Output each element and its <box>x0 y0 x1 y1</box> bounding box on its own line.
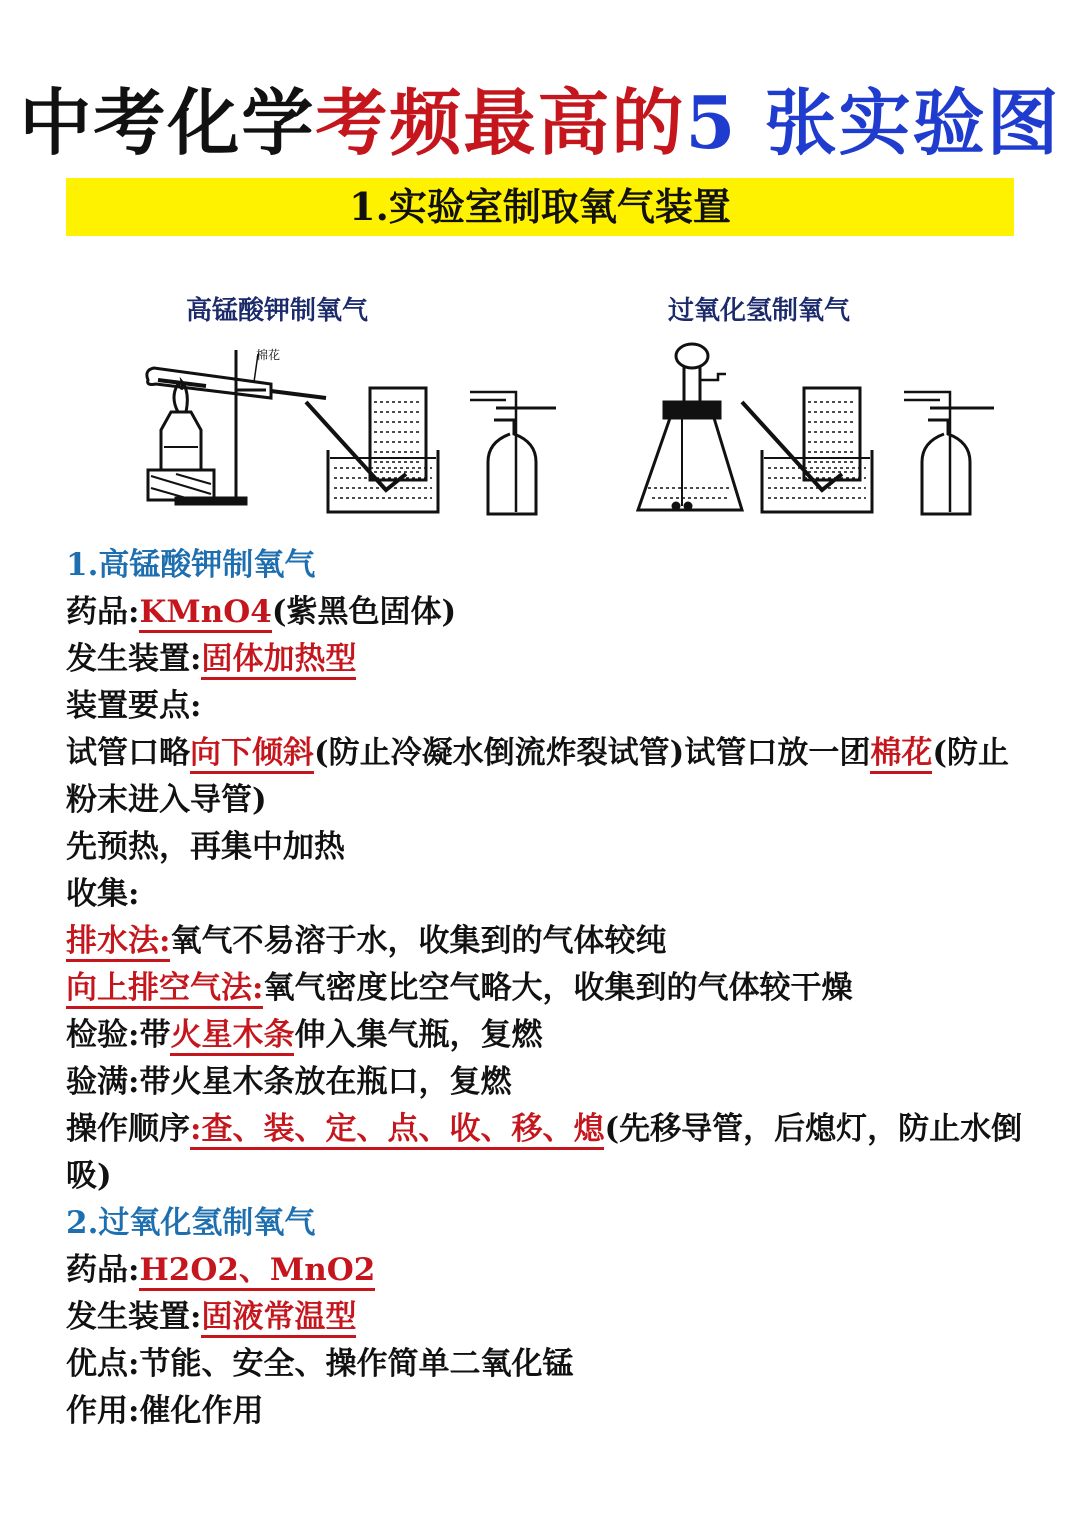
notes-content <box>66 542 1026 1435</box>
order-text: (先移导管，后熄灯，防止水倒吸) <box>66 1111 1023 1194</box>
point1-highlight-d: 棉花 <box>870 735 932 774</box>
section1-drug <box>66 589 1026 636</box>
point1-text-a: 试管口略 <box>66 735 190 771</box>
section2-drug <box>66 1247 1026 1294</box>
section2-function: 作用:催化作用 <box>66 1393 264 1429</box>
title-part2: 考频最高的 <box>315 80 686 165</box>
cotton-label: 棉花 <box>256 348 281 362</box>
apparatus-diagram <box>66 262 1014 532</box>
test-text: 伸入集气瓶，复燃 <box>294 1017 543 1053</box>
section-banner <box>66 178 1014 236</box>
conical-flask <box>638 344 742 510</box>
section1-collect2 <box>66 965 1026 1012</box>
order-value: :查、装、定、点、收、移、熄 <box>190 1111 604 1150</box>
gas-bottle-right <box>904 392 994 514</box>
section1-point1 <box>66 730 1026 824</box>
title-part1: 中考化学 <box>19 80 316 165</box>
section2-advantage: 优点:节能、安全、操作简单二氧化锰 <box>66 1346 574 1382</box>
collect2-label: 向上排空气法: <box>66 970 263 1009</box>
drug2-label: 药品: <box>66 1252 140 1288</box>
banner-text: 1.实验室制取氧气装置 <box>349 184 731 229</box>
section1-heading: 1.高锰酸钾制氧气 <box>66 547 316 583</box>
test-label: 检验:带 <box>66 1017 171 1053</box>
diagram-label-kmno4: 高锰酸钾制氧气 <box>186 296 369 326</box>
device2-label: 发生装置: <box>66 1299 202 1335</box>
section1-points-label: 装置要点: <box>66 688 202 724</box>
water-trough-left <box>306 388 438 512</box>
section1-device <box>66 636 1026 683</box>
point1-highlight-b: 向下倾斜 <box>190 735 314 774</box>
section1-order <box>66 1106 1026 1200</box>
page-title <box>0 78 1080 168</box>
device-value: 固体加热型 <box>201 641 356 680</box>
water-trough-right <box>742 388 872 512</box>
collect1-label: 排水法: <box>66 923 170 962</box>
diagram-label-h2o2: 过氧化氢制氧气 <box>668 296 851 326</box>
title-part3: 5 张实验图 <box>685 80 1061 165</box>
section1-point2: 先预热，再集中加热 <box>66 829 345 865</box>
section2-heading: 2.过氧化氢制氧气 <box>66 1205 316 1241</box>
device2-value: 固液常温型 <box>201 1299 356 1338</box>
drug-value: KMnO4 <box>139 594 271 633</box>
order-label: 操作顺序 <box>66 1111 190 1147</box>
section1-full: 验满:带火星木条放在瓶口，复燃 <box>66 1064 512 1100</box>
collect1-text: 氧气不易溶于水，收集到的气体较纯 <box>170 923 667 959</box>
drug-label: 药品: <box>66 594 140 630</box>
point1-text-e: (防止粉末进入导管) <box>66 735 1010 818</box>
section1-test <box>66 1012 1026 1059</box>
alcohol-lamp <box>148 382 214 500</box>
collect2-text: 氧气密度比空气略大，收集到的气体较干燥 <box>263 970 853 1006</box>
section1-collect-label: 收集: <box>66 876 140 912</box>
section1-collect1 <box>66 918 1026 965</box>
point1-text-c: (防止冷凝水倒流炸裂试管)试管口放一团 <box>314 735 871 771</box>
gas-bottle-left <box>470 392 556 514</box>
test-value: 火星木条 <box>170 1017 294 1056</box>
drug2-value: H2O2、MnO2 <box>139 1252 375 1291</box>
drug-note: (紫黑色固体) <box>271 594 457 630</box>
device-label: 发生装置: <box>66 641 202 677</box>
section2-device <box>66 1294 1026 1341</box>
